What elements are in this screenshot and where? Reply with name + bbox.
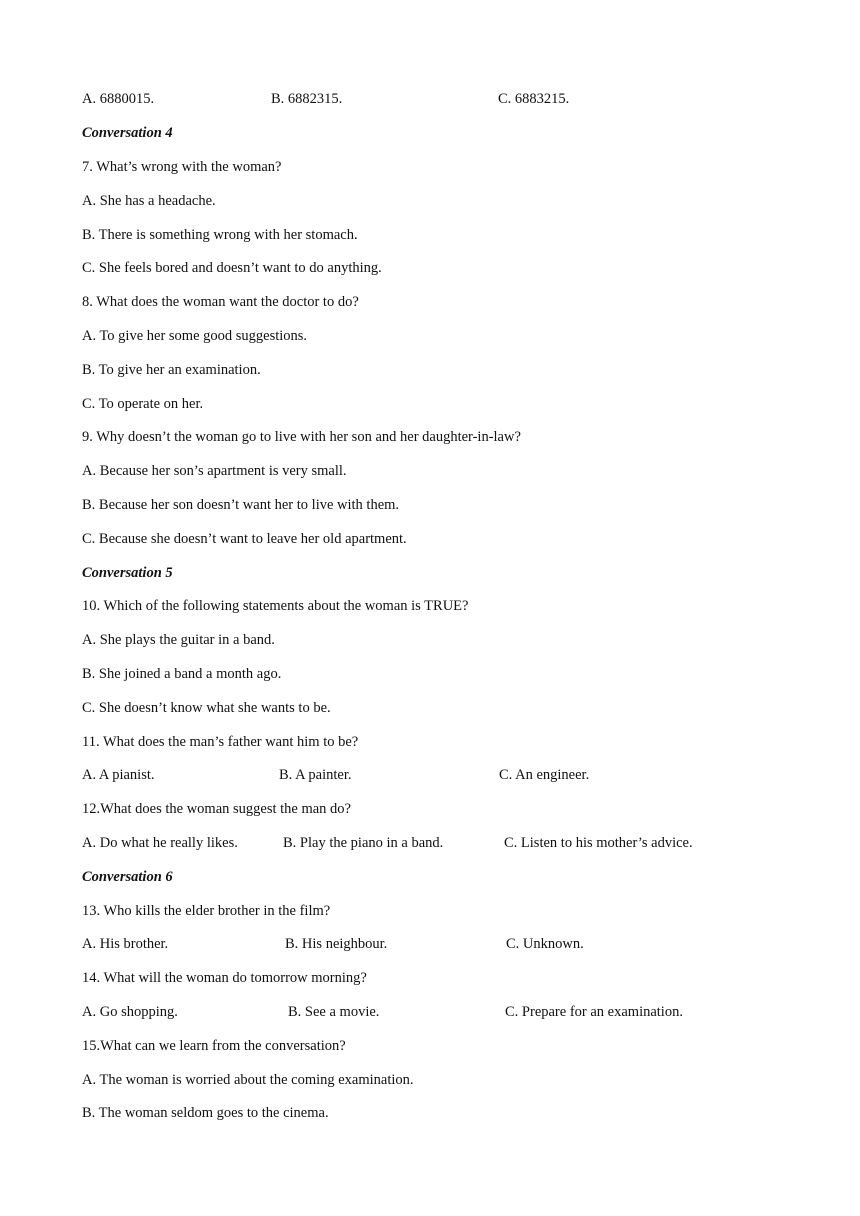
conversation-5-heading: Conversation 5 <box>82 565 173 581</box>
q14-option-c: C. Prepare for an examination. <box>505 1004 683 1020</box>
q13-option-a: A. His brother. <box>82 936 169 952</box>
q7-question: 7. What’s wrong with the woman? <box>82 159 282 175</box>
q6-option-a: A. 6880015. <box>82 91 155 107</box>
q11-question: 11. What does the man’s father want him to be? <box>82 734 359 750</box>
q8-option-b: B. To give her an examination. <box>82 362 261 378</box>
q10-question: 10. Which of the following statements about the woman is TRUE? <box>82 598 469 614</box>
q13-option-b: B. His neighbour. <box>285 936 388 952</box>
q7-option-c: C. She feels bored and doesn’t want to do anything. <box>82 260 382 276</box>
q10-option-c: C. She doesn’t know what she wants to be. <box>82 700 331 716</box>
q8-option-a: A. To give her some good suggestions. <box>82 328 308 344</box>
q9-option-c: C. Because she doesn’t want to leave her old apartment. <box>82 531 407 547</box>
q12-option-a: A. Do what he really likes. <box>82 835 238 851</box>
q15-option-b: B. The woman seldom goes to the cinema. <box>82 1105 329 1121</box>
q9-question: 9. Why doesn’t the woman go to live with her son and her daughter-in-law? <box>82 429 521 445</box>
q10-option-a: A. She plays the guitar in a band. <box>82 632 275 648</box>
q10-option-b: B. She joined a band a month ago. <box>82 666 282 682</box>
q13-option-c: C. Unknown. <box>506 936 584 952</box>
q14-option-a: A. Go shopping. <box>82 1004 178 1020</box>
q6-option-c: C. 6883215. <box>498 91 570 107</box>
q9-option-a: A. Because her son’s apartment is very small. <box>82 463 347 479</box>
q12-question: 12.What does the woman suggest the man do? <box>82 801 351 817</box>
q11-option-a: A. A pianist. <box>82 767 155 783</box>
q8-question: 8. What does the woman want the doctor to do? <box>82 294 359 310</box>
q7-option-a: A. She has a headache. <box>82 193 216 209</box>
q15-question: 15.What can we learn from the conversation? <box>82 1038 346 1054</box>
q15-option-a: A. The woman is worried about the coming examination. <box>82 1072 414 1088</box>
conversation-6-heading: Conversation 6 <box>82 869 173 885</box>
q14-option-b: B. See a movie. <box>288 1004 380 1020</box>
q12-option-c: C. Listen to his mother’s advice. <box>504 835 693 851</box>
q11-option-b: B. A painter. <box>279 767 352 783</box>
conversation-4-heading: Conversation 4 <box>82 125 173 141</box>
q14-question: 14. What will the woman do tomorrow morning? <box>82 970 367 986</box>
q6-option-b: B. 6882315. <box>271 91 343 107</box>
q13-question: 13. Who kills the elder brother in the film? <box>82 903 331 919</box>
q12-option-b: B. Play the piano in a band. <box>283 835 444 851</box>
q9-option-b: B. Because her son doesn’t want her to live with them. <box>82 497 400 513</box>
q11-option-c: C. An engineer. <box>499 767 590 783</box>
q8-option-c: C. To operate on her. <box>82 396 204 412</box>
q7-option-b: B. There is something wrong with her stomach. <box>82 227 358 243</box>
